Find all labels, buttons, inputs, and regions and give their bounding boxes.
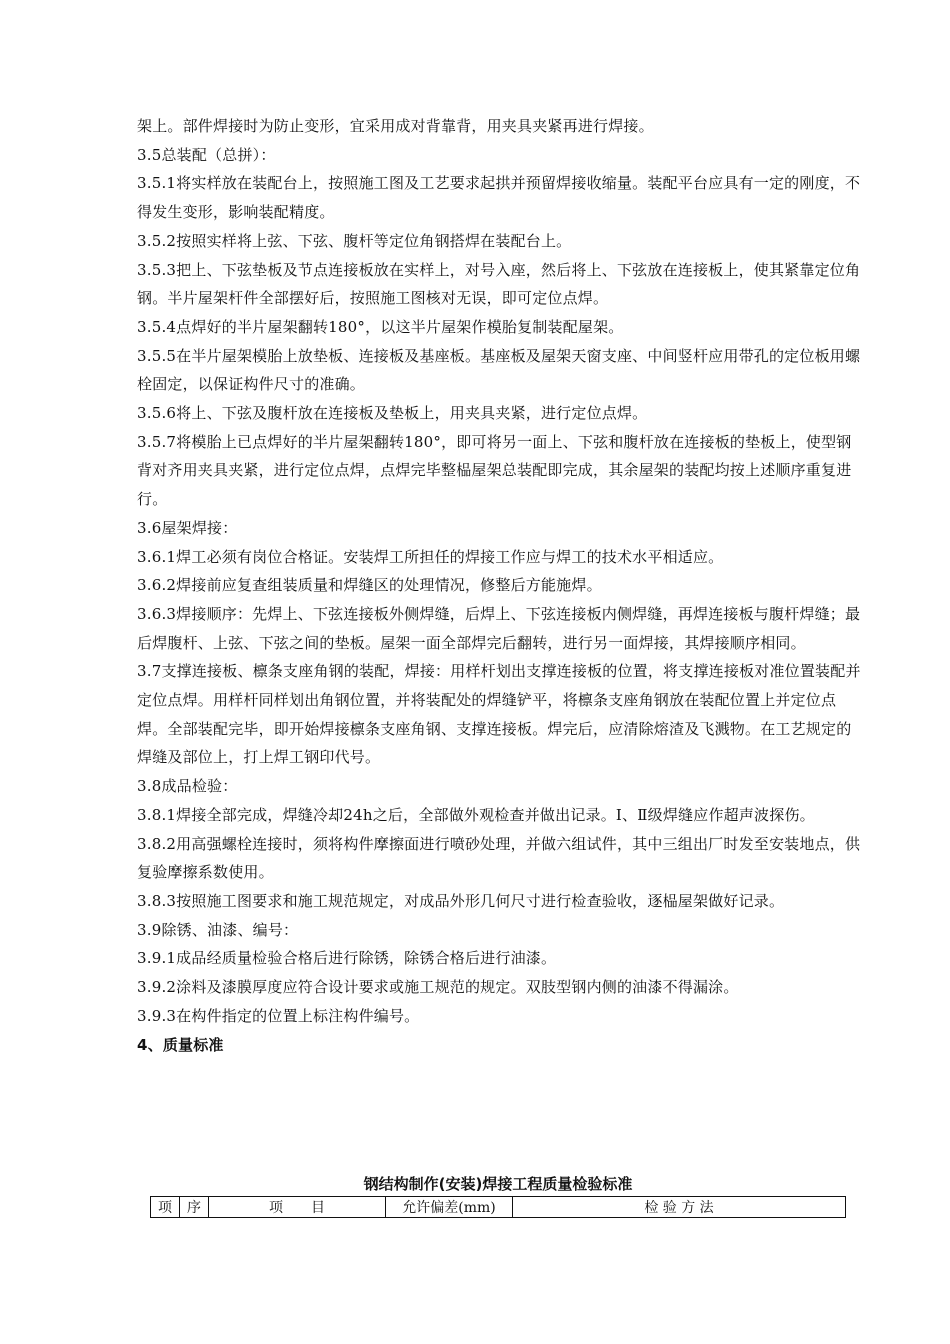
header-cell-item: 项 — [151, 1197, 180, 1218]
section-heading: 4、质量标准 — [137, 1035, 224, 1054]
paragraph: 架上。部件焊接时为防止变形，宜采用成对背靠背，用夹具夹紧再进行焊接。 — [137, 117, 654, 135]
paragraph: 3.8.1焊接全部完成，焊缝冷却24h之后，全部做外观检查并做出记录。Ⅰ、Ⅱ级焊缝应作超声波探伤。 — [137, 805, 815, 824]
paragraph: 3.5.7将模胎上已点焊好的半片屋架翻转180°，即可将另一面上、下弦和腹杆放在连接板的垫板上，使型钢背对齐用夹具夹紧，进行定位点焊，点焊完毕整榀屋架总装配即完成，其余屋架的装配均按上述顺序重复进行。 — [137, 432, 852, 509]
header-cell-project: 项 目 — [209, 1197, 386, 1218]
paragraph: 3.8成品检验： — [137, 777, 238, 796]
paragraph: 3.5.3把上、下弦垫板及节点连接板放在实样上，对号入座，然后将上、下弦放在连接板上，使其紧靠定位角钢。半片屋架杆件全部摆好后，按照施工图核对无误，即可定位点焊。 — [137, 260, 861, 308]
table-title: 钢结构制作(安装)焊接工程质量检验标准 — [363, 1175, 633, 1193]
paragraph: 3.9.3在构件指定的位置上标注构件编号。 — [137, 1006, 420, 1025]
quality-standard-table — [150, 1196, 846, 1218]
paragraph: 3.5.2按照实样将上弦、下弦、腹杆等定位角钢搭焊在装配台上。 — [137, 231, 572, 250]
paragraph: 3.9.2涂料及漆膜厚度应符合设计要求或施工规范的规定。双肢型钢内侧的油漆不得漏涂。 — [137, 978, 739, 997]
paragraph: 3.8.2用高强螺栓连接时，须将构件摩擦面进行喷砂处理，并做六组试件，其中三组出厂时发至安装地点，供复验摩擦系数使用。 — [137, 834, 861, 882]
paragraph: 3.6.1焊工必须有岗位合格证。安装焊工所担任的焊接工作应与焊工的技术水平相适应。 — [137, 547, 724, 566]
table-header-row — [151, 1197, 846, 1218]
paragraph: 3.5.1将实样放在装配台上，按照施工图及工艺要求起拱并预留焊接收缩量。装配平台应具有一定的刚度，不得发生变形，影响装配精度。 — [137, 174, 861, 222]
header-cell-tolerance: 允许偏差(mm) — [386, 1197, 513, 1218]
paragraph: 3.6屋架焊接： — [137, 518, 238, 537]
paragraph: 3.8.3按照施工图要求和施工规范规定，对成品外形几何尺寸进行检查验收，逐榀屋架做好记录。 — [137, 891, 785, 910]
paragraph: 3.5.6将上、下弦及腹杆放在连接板及垫板上，用夹具夹紧，进行定位点焊。 — [137, 404, 648, 423]
paragraph: 3.6.2焊接前应复查组装质量和焊缝区的处理情况，修整后方能施焊。 — [137, 576, 602, 595]
header-cell-seq: 序 — [180, 1197, 209, 1218]
paragraph: 3.9.1成品经质量检验合格后进行除锈，除锈合格后进行油漆。 — [137, 949, 557, 968]
body-text — [137, 112, 861, 1059]
paragraph: 3.5.5在半片屋架模胎上放垫板、连接板及基座板。基座板及屋架天窗支座、中间竖杆应用带孔的定位板用螺栓固定，以保证构件尺寸的准确。 — [137, 346, 861, 394]
paragraph: 3.9除锈、油漆、编号： — [137, 920, 299, 939]
header-cell-method: 检 验 方 法 — [513, 1197, 846, 1218]
paragraph: 3.5总装配（总拼）： — [137, 145, 276, 164]
paragraph: 3.5.4点焊好的半片屋架翻转180°，以这半片屋架作模胎复制装配屋架。 — [137, 317, 624, 336]
paragraph: 3.6.3焊接顺序：先焊上、下弦连接板外侧焊缝，后焊上、下弦连接板内侧焊缝，再焊连接板与腹杆焊缝；最后焊腹杆、上弦、下弦之间的垫板。屋架一面全部焊完后翻转，进行另一面焊接，其焊接顺序相同。 — [137, 604, 861, 652]
paragraph: 3.7支撑连接板、檩条支座角钢的装配，焊接：用样杆划出支撑连接板的位置，将支撑连接板对准位置装配并定位点焊。用样杆同样划出角钢位置，并将装配处的焊缝铲平，将檩条支座角钢放在装配位置上并定位点焊。全部装配完毕，即开始焊接檩条支座角钢、支撑连接板。焊完后，应清除熔渣及飞溅物。在工艺规定的焊缝及部位上，打上焊工钢印代号。 — [137, 662, 861, 767]
